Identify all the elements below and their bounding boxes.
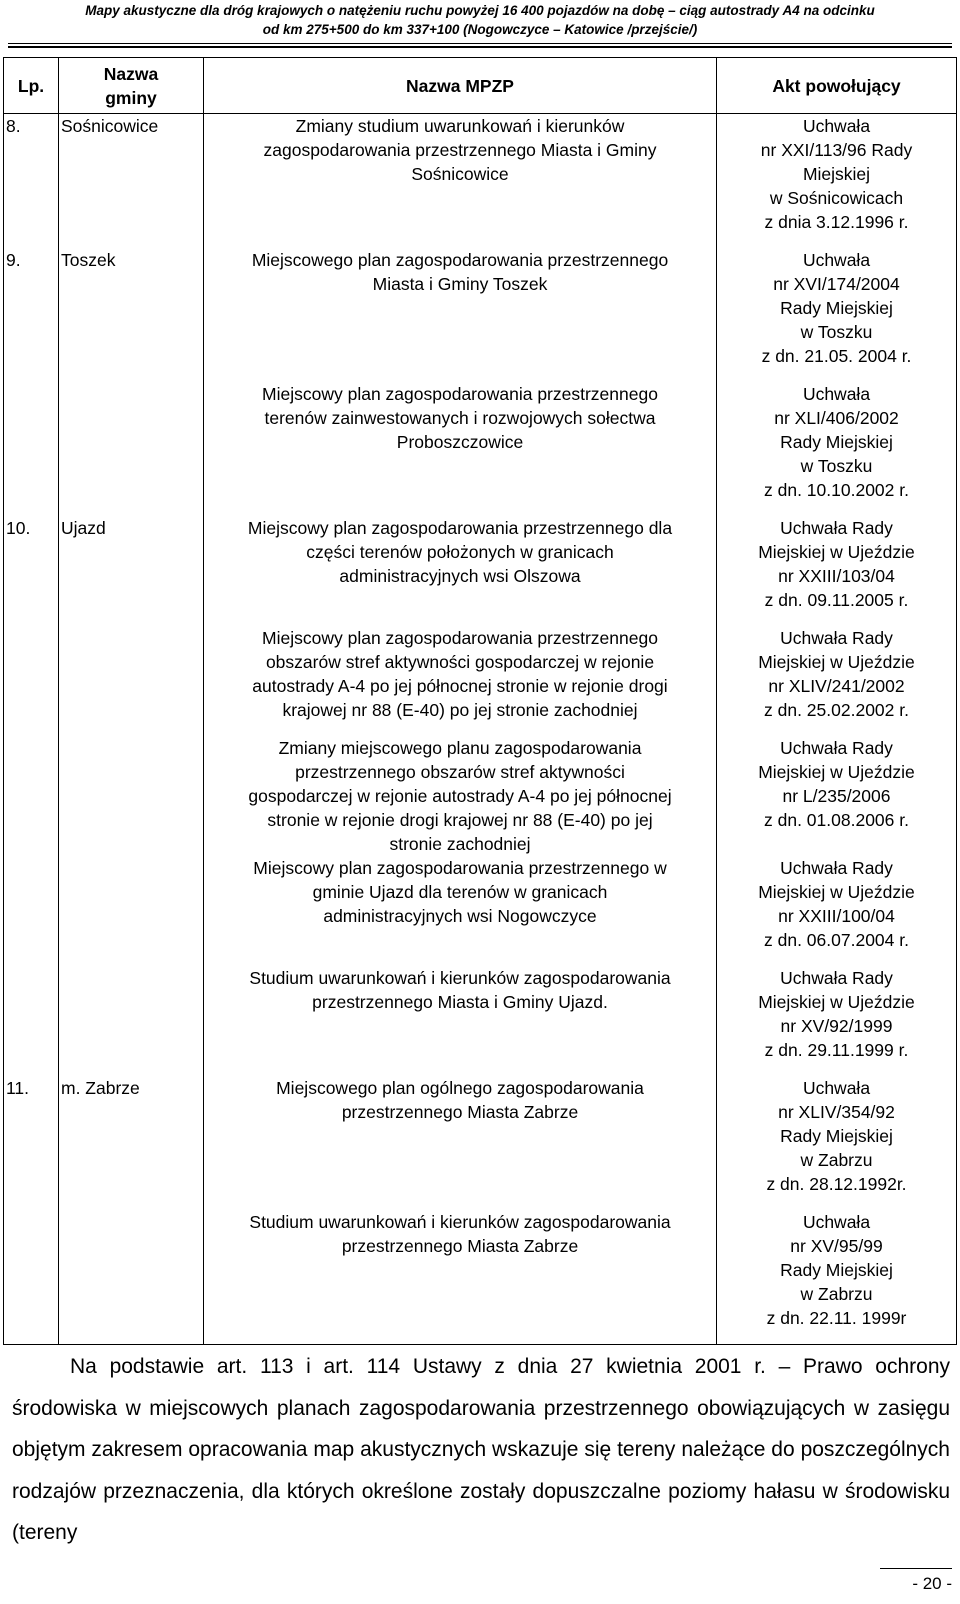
akt-line: Rady Miejskiej bbox=[780, 298, 893, 318]
akt-line: w Zabrzu bbox=[800, 1284, 873, 1304]
mpzp-line: przestrzennego Miasta i Gminy Ujazd. bbox=[312, 992, 608, 1012]
cell-akt bbox=[717, 248, 957, 382]
mpzp-line: Miejscowy plan zagospodarowania przestrzennego w bbox=[253, 858, 667, 878]
cell-mpzp bbox=[204, 966, 717, 1076]
akt-line: Rady Miejskiej bbox=[780, 1126, 893, 1146]
table-row bbox=[4, 626, 957, 736]
cell-akt bbox=[717, 856, 957, 966]
akt-line: Miejskiej w Ujeździe bbox=[758, 992, 915, 1012]
row-spacer bbox=[719, 612, 954, 626]
akt-line: Uchwała Rady bbox=[780, 858, 893, 878]
mpzp-line: Miejscowy plan zagospodarowania przestrzennego dla bbox=[247, 518, 673, 538]
cell-mpzp bbox=[204, 856, 717, 966]
header-gmina-line-2: gminy bbox=[105, 87, 157, 108]
cell-akt bbox=[717, 382, 957, 516]
akt-line: Uchwała Rady bbox=[780, 968, 893, 988]
cell-akt bbox=[717, 1076, 957, 1210]
row-spacer bbox=[719, 952, 954, 966]
akt-line: w Toszku bbox=[800, 456, 873, 476]
row-spacer bbox=[719, 722, 954, 736]
row-spacer bbox=[719, 1330, 954, 1344]
paragraph-text: Na podstawie art. 113 i art. 114 Ustawy z dnia 27 kwietnia 2001 r. – Prawo ochrony środowiska w miejscowych planach zagospodarowania przestrzennego obowiązujących w zasięgu objętym zakresem opracowania map akustycznych wskazuje się tereny należące do poszczególnych rodzajów przeznaczenia, dla których określone zostały dopuszczalne poziomy hałasu w środowisku (tereny bbox=[12, 1355, 950, 1544]
akt-line: z dn. 09.11.2005 r. bbox=[764, 590, 909, 610]
table-row bbox=[4, 1210, 957, 1345]
cell-mpzp bbox=[204, 516, 717, 626]
akt-line: nr XVI/174/2004 bbox=[773, 274, 900, 294]
mpzp-line: przestrzennego Miasta Zabrze bbox=[341, 1102, 579, 1122]
table-header-row bbox=[4, 58, 957, 114]
table-row bbox=[4, 856, 957, 966]
akt-line: w Zabrzu bbox=[800, 1150, 873, 1170]
akt-line: nr XV/95/99 bbox=[790, 1236, 883, 1256]
cell-lp: 10. bbox=[4, 516, 59, 626]
akt-line: Uchwała Rady bbox=[780, 518, 893, 538]
mpzp-line: przestrzennego Miasta Zabrze bbox=[341, 1236, 579, 1256]
document-header bbox=[0, 0, 960, 39]
mpzp-line: przestrzennego obszarów stref aktywności bbox=[295, 762, 625, 782]
cell-lp bbox=[4, 856, 59, 966]
page-number: - 20 - bbox=[912, 1574, 952, 1593]
cell-mpzp bbox=[204, 1076, 717, 1210]
cell-gmina bbox=[59, 856, 204, 966]
mpzp-line: części terenów położonych w granicach bbox=[306, 542, 614, 562]
akt-line: nr XXIII/103/04 bbox=[778, 566, 895, 586]
legal-paragraph bbox=[12, 1346, 950, 1554]
mpzp-line: Miejscowy plan zagospodarowania przestrzennego bbox=[262, 628, 658, 648]
header-divider bbox=[8, 43, 952, 44]
cell-lp bbox=[4, 382, 59, 516]
header-line-1: Mapy akustyczne dla dróg krajowych o natężeniu ruchu powyżej 16 400 pojazdów na dobę – ciąg autostrady A4 na odcinku bbox=[85, 3, 875, 18]
cell-gmina bbox=[59, 382, 204, 516]
cell-gmina bbox=[59, 1210, 204, 1345]
cell-akt bbox=[717, 736, 957, 856]
header-gmina bbox=[59, 58, 204, 114]
cell-gmina: Sośnicowice bbox=[59, 114, 204, 249]
table-row bbox=[4, 516, 957, 626]
akt-line: Uchwała bbox=[802, 250, 871, 270]
akt-line: nr XLIV/354/92 bbox=[778, 1102, 895, 1122]
akt-line: z dnia 3.12.1996 r. bbox=[764, 212, 909, 232]
row-spacer bbox=[719, 368, 954, 382]
akt-line: nr XLIV/241/2002 bbox=[768, 676, 905, 696]
cell-mpzp bbox=[204, 1210, 717, 1345]
header-gmina-line-1: Nazwa bbox=[103, 63, 159, 84]
mpzp-line: Proboszczowice bbox=[396, 432, 524, 452]
row-spacer bbox=[719, 234, 954, 248]
cell-lp: 8. bbox=[4, 114, 59, 249]
akt-line: Rady Miejskiej bbox=[780, 1260, 893, 1280]
mpzp-table bbox=[3, 57, 957, 1345]
akt-line: w Toszku bbox=[800, 322, 873, 342]
akt-line: nr XV/92/1999 bbox=[780, 1016, 893, 1036]
cell-mpzp bbox=[204, 114, 717, 249]
mpzp-line: Studium uwarunkowań i kierunków zagospodarowania bbox=[249, 1212, 671, 1232]
cell-lp: 11. bbox=[4, 1076, 59, 1210]
footer-divider bbox=[880, 1568, 952, 1569]
akt-line: Uchwała bbox=[802, 116, 871, 136]
row-spacer bbox=[719, 1196, 954, 1210]
cell-akt bbox=[717, 114, 957, 249]
akt-line: z dn. 25.02.2002 r. bbox=[764, 700, 909, 720]
mpzp-line: Miejscowy plan zagospodarowania przestrzennego bbox=[262, 384, 658, 404]
cell-lp: 9. bbox=[4, 248, 59, 382]
akt-line: Uchwała bbox=[802, 1212, 871, 1232]
cell-akt bbox=[717, 1210, 957, 1345]
mpzp-line: Studium uwarunkowań i kierunków zagospodarowania bbox=[249, 968, 671, 988]
akt-line: nr XXIII/100/04 bbox=[778, 906, 895, 926]
table-row bbox=[4, 736, 957, 856]
cell-gmina bbox=[59, 966, 204, 1076]
cell-mpzp bbox=[204, 626, 717, 736]
mpzp-line: Miasta i Gminy Toszek bbox=[372, 274, 548, 294]
mpzp-line: obszarów stref aktywności gospodarczej w rejonie bbox=[265, 652, 655, 672]
akt-line: nr L/235/2006 bbox=[782, 786, 891, 806]
cell-akt bbox=[717, 626, 957, 736]
header-divider-thick bbox=[8, 46, 952, 48]
akt-line: nr XXI/113/96 Rady bbox=[760, 140, 913, 160]
mpzp-line: terenów zainwestowanych i rozwojowych sołectwa bbox=[264, 408, 656, 428]
mpzp-line: autostrady A-4 po jej północnej stronie w rejonie drogi bbox=[252, 676, 668, 696]
akt-line: Miejskiej w Ujeździe bbox=[758, 652, 915, 672]
akt-line: Uchwała bbox=[802, 384, 871, 404]
akt-line: Uchwała Rady bbox=[780, 628, 893, 648]
cell-akt bbox=[717, 966, 957, 1076]
row-spacer bbox=[719, 832, 954, 846]
mpzp-line: gminie Ujazd dla terenów w granicach bbox=[312, 882, 608, 902]
table-row bbox=[4, 114, 957, 249]
mpzp-line: stronie zachodniej bbox=[389, 834, 531, 854]
akt-line: z dn. 28.12.1992r. bbox=[766, 1174, 907, 1194]
akt-line: w Sośnicowicach bbox=[769, 188, 904, 208]
cell-gmina: Ujazd bbox=[59, 516, 204, 626]
cell-mpzp bbox=[204, 382, 717, 516]
mpzp-line: Zmiany studium uwarunkowań i kierunków bbox=[295, 116, 625, 136]
akt-line: z dn. 22.11. 1999r bbox=[766, 1308, 907, 1328]
akt-line: Rady Miejskiej bbox=[780, 432, 893, 452]
akt-line: Miejskiej w Ujeździe bbox=[758, 882, 915, 902]
header-lp: Lp. bbox=[4, 58, 59, 114]
mpzp-line: administracyjnych wsi Olszowa bbox=[339, 566, 581, 586]
akt-line: Miejskiej w Ujeździe bbox=[758, 762, 915, 782]
akt-line: z dn. 10.10.2002 r. bbox=[764, 480, 909, 500]
mpzp-line: Sośnicowice bbox=[411, 164, 509, 184]
akt-line: nr XLI/406/2002 bbox=[774, 408, 899, 428]
cell-lp bbox=[4, 626, 59, 736]
akt-line: z dn. 21.05. 2004 r. bbox=[761, 346, 912, 366]
mpzp-line: zagospodarowania przestrzennego Miasta i Gminy bbox=[263, 140, 657, 160]
akt-line: Uchwała bbox=[802, 1078, 871, 1098]
table-row bbox=[4, 966, 957, 1076]
cell-gmina: m. Zabrze bbox=[59, 1076, 204, 1210]
cell-mpzp bbox=[204, 248, 717, 382]
akt-line: Miejskiej w Ujeździe bbox=[758, 542, 915, 562]
row-spacer bbox=[719, 502, 954, 516]
cell-lp bbox=[4, 1210, 59, 1345]
table-row bbox=[4, 1076, 957, 1210]
row-spacer bbox=[719, 1062, 954, 1076]
akt-line: z dn. 29.11.1999 r. bbox=[764, 1040, 909, 1060]
cell-akt bbox=[717, 516, 957, 626]
akt-line: Uchwała Rady bbox=[780, 738, 893, 758]
akt-line: Miejskiej bbox=[802, 164, 871, 184]
akt-line: z dn. 06.07.2004 r. bbox=[764, 930, 909, 950]
mpzp-line: administracyjnych wsi Nogowczyce bbox=[323, 906, 597, 926]
table-row bbox=[4, 248, 957, 382]
header-akt: Akt powołujący bbox=[717, 58, 957, 114]
mpzp-line: krajowej nr 88 (E-40) po jej stronie zachodniej bbox=[282, 700, 638, 720]
cell-lp bbox=[4, 736, 59, 856]
header-mpzp: Nazwa MPZP bbox=[204, 58, 717, 114]
cell-gmina: Toszek bbox=[59, 248, 204, 382]
cell-lp bbox=[4, 966, 59, 1076]
cell-gmina bbox=[59, 736, 204, 856]
akt-line: z dn. 01.08.2006 r. bbox=[764, 810, 909, 830]
mpzp-line: gospodarczej w rejonie autostrady A-4 po jej północnej bbox=[248, 786, 672, 806]
header-line-2: od km 275+500 do km 337+100 (Nogowczyce – Katowice /przejście/) bbox=[262, 22, 698, 37]
table-row bbox=[4, 382, 957, 516]
cell-mpzp bbox=[204, 736, 717, 856]
mpzp-line: Zmiany miejscowego planu zagospodarowania bbox=[278, 738, 642, 758]
cell-gmina bbox=[59, 626, 204, 736]
mpzp-line: stronie w rejonie drogi krajowej nr 88 (E-40) po jej bbox=[267, 810, 653, 830]
mpzp-line: Miejscowego plan zagospodarowania przestrzennego bbox=[251, 250, 669, 270]
mpzp-line: Miejscowego plan ogólnego zagospodarowania bbox=[276, 1078, 644, 1098]
